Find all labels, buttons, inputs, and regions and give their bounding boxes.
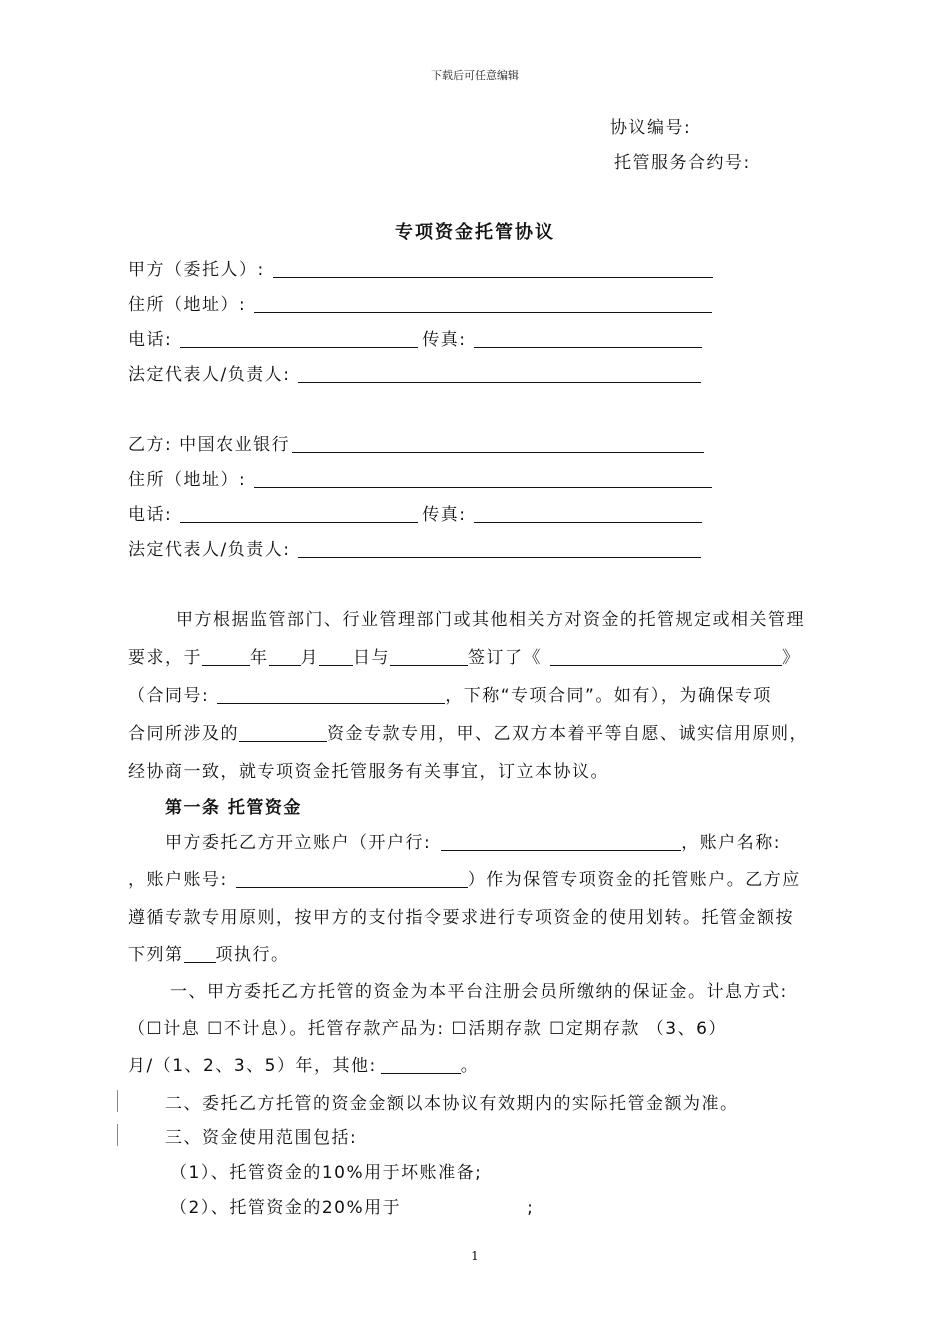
intro-text: 年 <box>250 648 269 668</box>
document-title: 专项资金托管协议 <box>395 222 555 243</box>
article-text: ）作为保管专项资金的托管账户。乙方应 <box>467 870 801 890</box>
party-b-rep-line <box>128 540 701 560</box>
article-text: ; <box>527 1198 535 1218</box>
party-b-phone-label: 电话: <box>128 505 173 525</box>
party-a-fax-label: 传真: <box>422 330 467 350</box>
party-a-rep-blank[interactable] <box>298 366 701 383</box>
intro-text: ，下称“专项合同”。如有），为确保专项 <box>445 686 772 706</box>
bank-branch-blank[interactable] <box>441 834 681 851</box>
party-a-address-blank[interactable] <box>254 296 712 313</box>
intro-line-2 <box>128 648 801 668</box>
contract-number-blank[interactable] <box>217 687 445 704</box>
party-a-label: 甲方（委托人）: <box>128 260 265 280</box>
article-text: 月/（1、2、3、5）年，其他: <box>128 1056 377 1076</box>
article-text: 甲方委托乙方开立账户（开户行: <box>165 833 432 853</box>
day-blank[interactable] <box>319 649 353 666</box>
intro-text: 日与 <box>353 648 390 668</box>
party-b-address-label: 住所（地址）: <box>128 470 247 490</box>
intro-text: 合同所涉及的 <box>128 724 239 744</box>
intro-text: 月 <box>300 648 319 668</box>
party-a-address-line <box>128 295 712 315</box>
article-1-line-4 <box>128 945 290 965</box>
other-term-blank[interactable] <box>381 1057 461 1074</box>
party-a-fax-blank[interactable] <box>474 331 702 348</box>
account-number-blank[interactable] <box>236 871 468 888</box>
intro-text: 》 <box>782 648 801 668</box>
party-b-phone-blank[interactable] <box>180 506 418 523</box>
contract-name-blank[interactable] <box>550 649 782 666</box>
article-text: （2）、托管资金的20%用于 <box>170 1198 402 1218</box>
article-1-heading: 第一条 托管资金 <box>165 798 302 818</box>
party-b-blank[interactable] <box>292 436 704 453</box>
article-1-line-1 <box>165 833 781 853</box>
article-text: ，账户账号: <box>128 870 228 890</box>
page-number: 1 <box>471 1249 479 1263</box>
counterparty-blank[interactable] <box>390 649 468 666</box>
item-1-line-2: （☐计息 ☐不计息）。托管存款产品为: ☐活期存款 ☐定期存款 （3、6） <box>128 1019 727 1039</box>
article-text: ，账户名称: <box>681 833 781 853</box>
party-a-rep-line <box>128 365 701 385</box>
item-1-line-3 <box>128 1056 479 1076</box>
revision-mark <box>117 1090 118 1112</box>
party-b-label: 乙方: 中国农业银行 <box>128 435 291 455</box>
item-2: 二、委托乙方托管的资金金额以本协议有效期内的实际托管金额为准。 <box>165 1094 739 1114</box>
year-blank[interactable] <box>202 649 250 666</box>
fund-type-blank[interactable] <box>239 725 327 742</box>
item-3: 三、资金使用范围包括: <box>165 1128 358 1148</box>
party-a-blank[interactable] <box>273 261 713 278</box>
item-number-blank[interactable] <box>184 946 216 963</box>
party-b-address-line <box>128 470 712 490</box>
intro-text: 要求，于 <box>128 648 202 668</box>
party-a-phone-blank[interactable] <box>180 331 418 348</box>
party-b-phone-line <box>128 505 702 525</box>
article-1-line-3: 遵循专款专用原则，按甲方的支付指令要求进行专项资金的使用划转。托管金额按 <box>128 908 794 928</box>
party-a-rep-label: 法定代表人/负责人: <box>128 365 291 385</box>
intro-line-1: 甲方根据监管部门、行业管理部门或其他相关方对资金的托管规定或相关管理 <box>176 610 805 630</box>
party-b-fax-label: 传真: <box>422 505 467 525</box>
agreement-number-label: 协议编号: <box>610 118 692 138</box>
article-text: 下列第 <box>128 945 184 965</box>
month-blank[interactable] <box>269 649 301 666</box>
item-1-line-1: 一、甲方委托乙方托管的资金为本平台注册会员所缴纳的保证金。计息方式: <box>170 982 788 1002</box>
party-b-fax-blank[interactable] <box>474 506 702 523</box>
revision-mark <box>117 1124 118 1146</box>
intro-line-5: 经协商一致，就专项资金托管服务有关事宜，订立本协议。 <box>128 762 609 782</box>
intro-text: （合同号: <box>128 686 210 706</box>
page-header: 下载后可任意编辑 <box>431 69 519 82</box>
party-a-line <box>128 260 713 280</box>
service-contract-number-label: 托管服务合约号: <box>614 153 751 173</box>
party-a-address-label: 住所（地址）: <box>128 295 247 315</box>
party-b-rep-label: 法定代表人/负责人: <box>128 540 291 560</box>
intro-line-3 <box>128 686 772 706</box>
article-text: 。 <box>460 1056 480 1076</box>
intro-text: 资金专款专用，甲、乙双方本着平等自愿、诚实信用原则， <box>327 724 808 744</box>
article-text: 项执行。 <box>215 945 290 965</box>
party-a-phone-line <box>128 330 702 350</box>
sub-item-2 <box>170 1198 534 1218</box>
intro-text: 签订了《 <box>468 648 542 668</box>
party-b-address-blank[interactable] <box>254 471 712 488</box>
party-b-line <box>128 435 704 455</box>
article-1-line-2 <box>128 870 801 890</box>
party-b-rep-blank[interactable] <box>298 541 701 558</box>
sub-item-1: （1）、托管资金的10%用于坏账准备; <box>170 1163 483 1183</box>
intro-line-4 <box>128 724 808 744</box>
party-a-phone-label: 电话: <box>128 330 173 350</box>
